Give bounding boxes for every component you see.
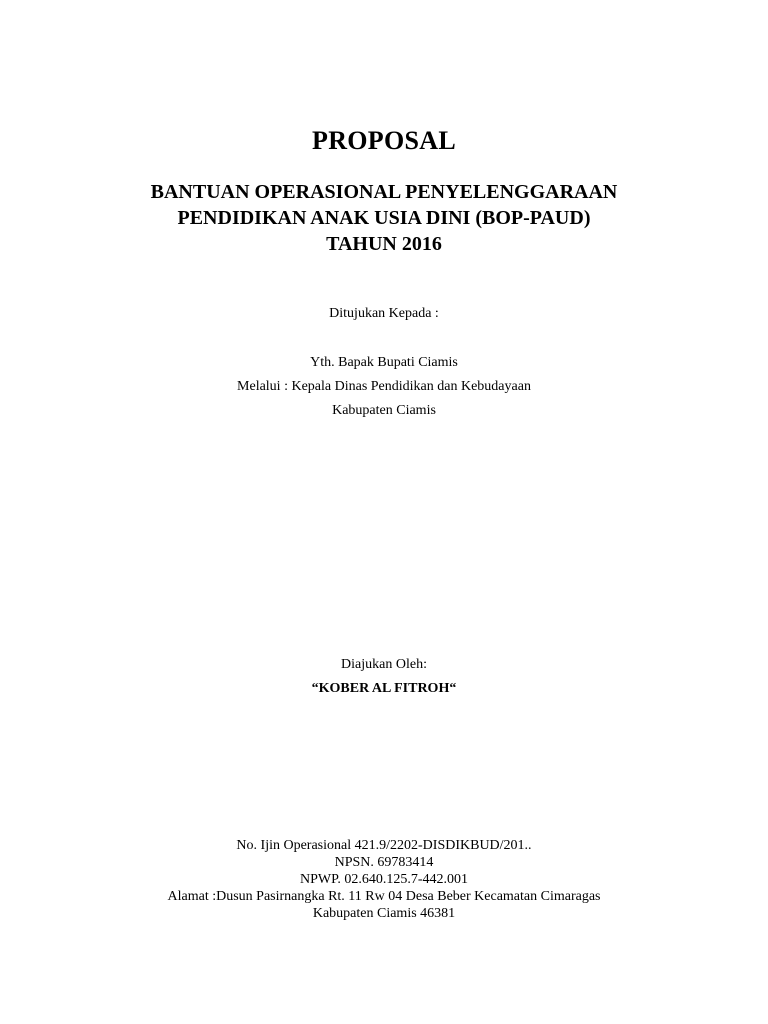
addressee-recipient: Yth. Bapak Bupati Ciamis	[310, 355, 458, 370]
addressee-regency: Kabupaten Ciamis	[332, 403, 436, 418]
subtitle-line-2: PENDIDIKAN ANAK USIA DINI (BOP-PAUD)	[177, 207, 591, 229]
addressee-via: Melalui : Kepala Dinas Pendidikan dan Kebudayaan	[237, 379, 531, 394]
subtitle-line-3: TAHUN 2016	[326, 233, 442, 255]
footer-npwp: NPWP. 02.640.125.7-442.001	[299, 872, 468, 887]
submitter-name: “KOBER AL FITROH“	[311, 681, 457, 696]
submitter-intro: Diajukan Oleh:	[341, 657, 427, 672]
addressee-intro: Ditujukan Kepada :	[329, 306, 439, 321]
document-title: PROPOSAL	[312, 126, 456, 155]
footer-license: No. Ijin Operasional 421.9/2202-DISDIKBUD/201..	[236, 838, 532, 853]
footer-city: Kabupaten Ciamis 46381	[312, 906, 456, 921]
footer-address: Alamat :Dusun Pasirnangka Rt. 11 Rw 04 Desa Beber Kecamatan Cimaragas	[167, 889, 601, 904]
footer-npsn: NPSN. 69783414	[334, 855, 434, 870]
subtitle-line-1: BANTUAN OPERASIONAL PENYELENGGARAAN	[150, 181, 618, 203]
